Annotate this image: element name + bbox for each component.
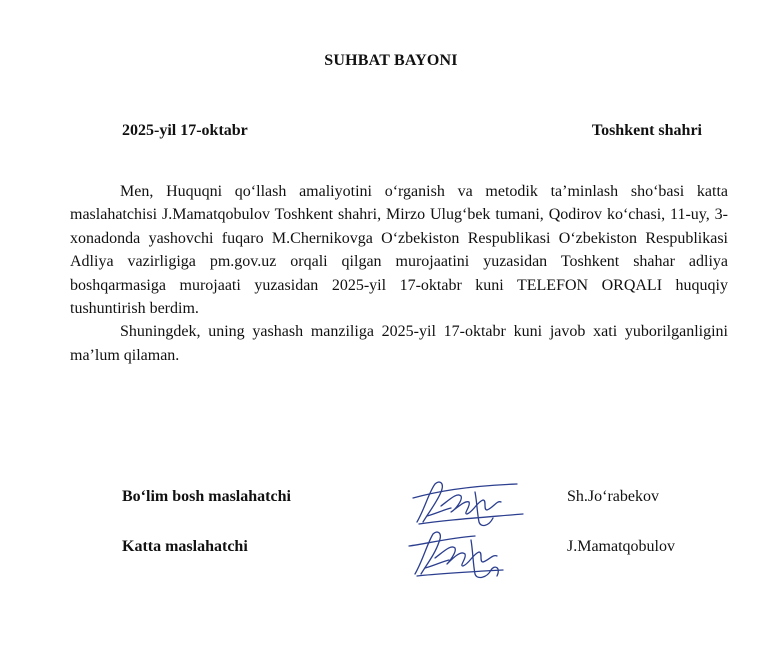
handwritten-signature	[405, 528, 525, 582]
signatory-role: Katta maslahatchi	[122, 538, 248, 555]
signatory-name: Sh.Jo‘rabekov	[567, 488, 659, 505]
document-title: SUHBAT BAYONI	[324, 52, 458, 69]
signature-row-1	[0, 478, 782, 518]
signatory-role: Bo‘lim bosh maslahatchi	[122, 488, 291, 505]
document-body	[70, 180, 728, 367]
body-paragraph: Men, Huquqni qo‘llash amaliyotini o‘rganish va metodik ta’minlash sho‘basi katta maslahatchisi J.Mamatqobulov Toshkent shahri, Mirzo Ulug‘bek tumani, Qodirov ko‘chasi, 11-uy, 3-xonadonda yashovchi fuqaro M.Chernikovga O‘zbekiston Respublikasi O‘zbekiston Respublikasi Adliya vazirligiga pm.gov.uz orqali qilgan murojaatini yuzasidan Toshkent shahar adliya boshqarmasiga murojaati yuzasidan 2025-yil 17-oktabr kuni TELEFON ORQALI huquqiy tushuntirish berdim.	[70, 183, 728, 318]
body-paragraph: Shuningdek, uning yashash manziliga 2025-yil 17-oktabr kuni javob xati yuborilganligini ma’lum qilaman.	[70, 323, 728, 364]
handwritten-signature	[405, 478, 525, 532]
document-place: Toshkent shahri	[591, 122, 702, 139]
signatory-name: J.Mamatqobulov	[567, 538, 675, 555]
signature-row-2	[0, 528, 782, 568]
document-date: 2025-yil 17-oktabr	[122, 122, 248, 139]
